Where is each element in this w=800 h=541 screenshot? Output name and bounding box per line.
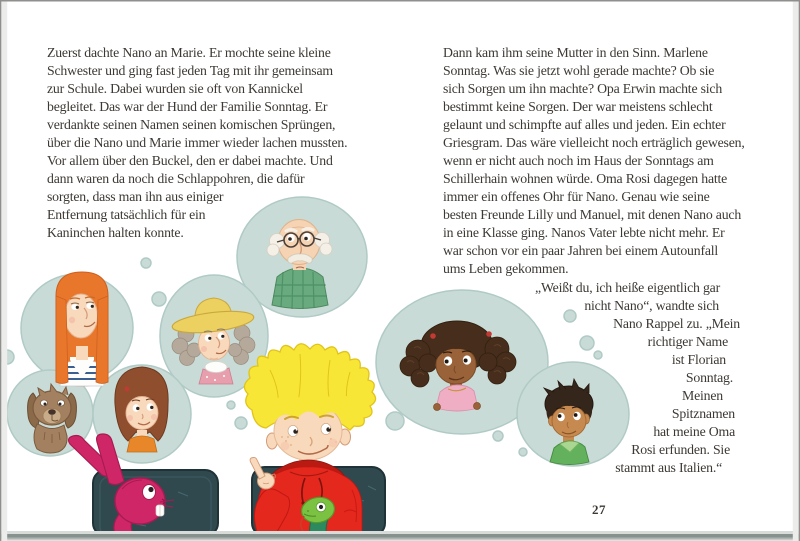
- text-line: dann waren da noch die Schlappohren, die dafür: [47, 171, 305, 186]
- text-line: immer ein offenes Ohr für Nano. Genau wie seine: [443, 189, 710, 204]
- text-line: zur Schule. Dabei wurden sie oft von Kannickel: [47, 81, 303, 96]
- text-line: Sonntag.: [685, 370, 733, 385]
- text-line: verdankte seinen Namen seinen komischen Sprüngen,: [47, 117, 336, 132]
- text-line: Entfernung tatsächlich für ein: [47, 207, 206, 222]
- text-line: hat meine Oma: [653, 424, 735, 439]
- text-line: stammt aus Italien.“: [615, 460, 722, 475]
- page-number: 27: [592, 502, 606, 517]
- text-line: Schwester und ging fast jeden Tag mit ihr gemeinsam: [47, 63, 333, 78]
- illustration-nano: [244, 344, 375, 541]
- text-line: in eine Klasse ging. Nanos Vater lebte nicht mehr. Er: [443, 225, 725, 240]
- illustration-mother: [56, 272, 108, 386]
- text-line: Griesgram. Das wäre vielleicht noch erträglich gewesen,: [443, 135, 745, 150]
- text-line: sorgten, dass man ihn aus einiger: [47, 189, 224, 204]
- text-line: besten Freunde Lilly und Manuel, mit denen Nano auch: [443, 207, 742, 222]
- text-line: Sonntag. Was sie jetzt wohl gerade machte? Ob sie: [443, 63, 715, 78]
- text-line: Meinen: [682, 388, 723, 403]
- right-page-text: [443, 44, 745, 278]
- text-line: Schillerhain wohnen würde. Oma Rosi dagegen hatte: [443, 171, 728, 186]
- text-line: gelaunt und schimpfte auf alles und jeden. Ein echter: [443, 117, 726, 132]
- text-line: Nano Rappel zu. „Mein: [613, 316, 740, 331]
- text-line: ums Leben gekommen.: [443, 261, 569, 276]
- text-line: „Weißt du, ich heiße eigentlich gar: [535, 280, 720, 295]
- text-line: Zuerst dachte Nano an Marie. Er mochte seine kleine: [47, 45, 331, 60]
- text-line: richtiger Name: [647, 334, 728, 349]
- text-line: war schon vor ein paar Jahren bei einem Autounfall: [443, 243, 719, 258]
- text-line: wenn er nicht auch noch im Haus der Sonntags am: [443, 153, 714, 168]
- text-line: begleitet. Das war der Hund der Familie Sonntag. Er: [47, 99, 328, 114]
- text-line: sich Sorgen um ihn machte? Opa Erwin machte sich: [443, 81, 723, 96]
- text-line: Vor allem über den Buckel, den er dabei machte. Und: [47, 153, 333, 168]
- left-page-text: [47, 44, 347, 242]
- text-line: bestimmt keine Sorgen. Der war meistens schlecht: [443, 99, 713, 114]
- text-line: Dann kam ihm seine Mutter in den Sinn. Marlene: [443, 45, 708, 60]
- text-line: Spitznamen: [671, 406, 735, 421]
- right-page-quote-text: [535, 279, 740, 477]
- text-line: nicht Nano“, wandte sich: [584, 298, 719, 313]
- text-line: Kaninchen halten konnte.: [47, 225, 184, 240]
- text-line: Rosi erfunden. Sie: [631, 442, 730, 457]
- text-line: ist Florian: [671, 352, 726, 367]
- text-line: über die Nano und Marie immer wieder lachen mussten.: [47, 135, 348, 150]
